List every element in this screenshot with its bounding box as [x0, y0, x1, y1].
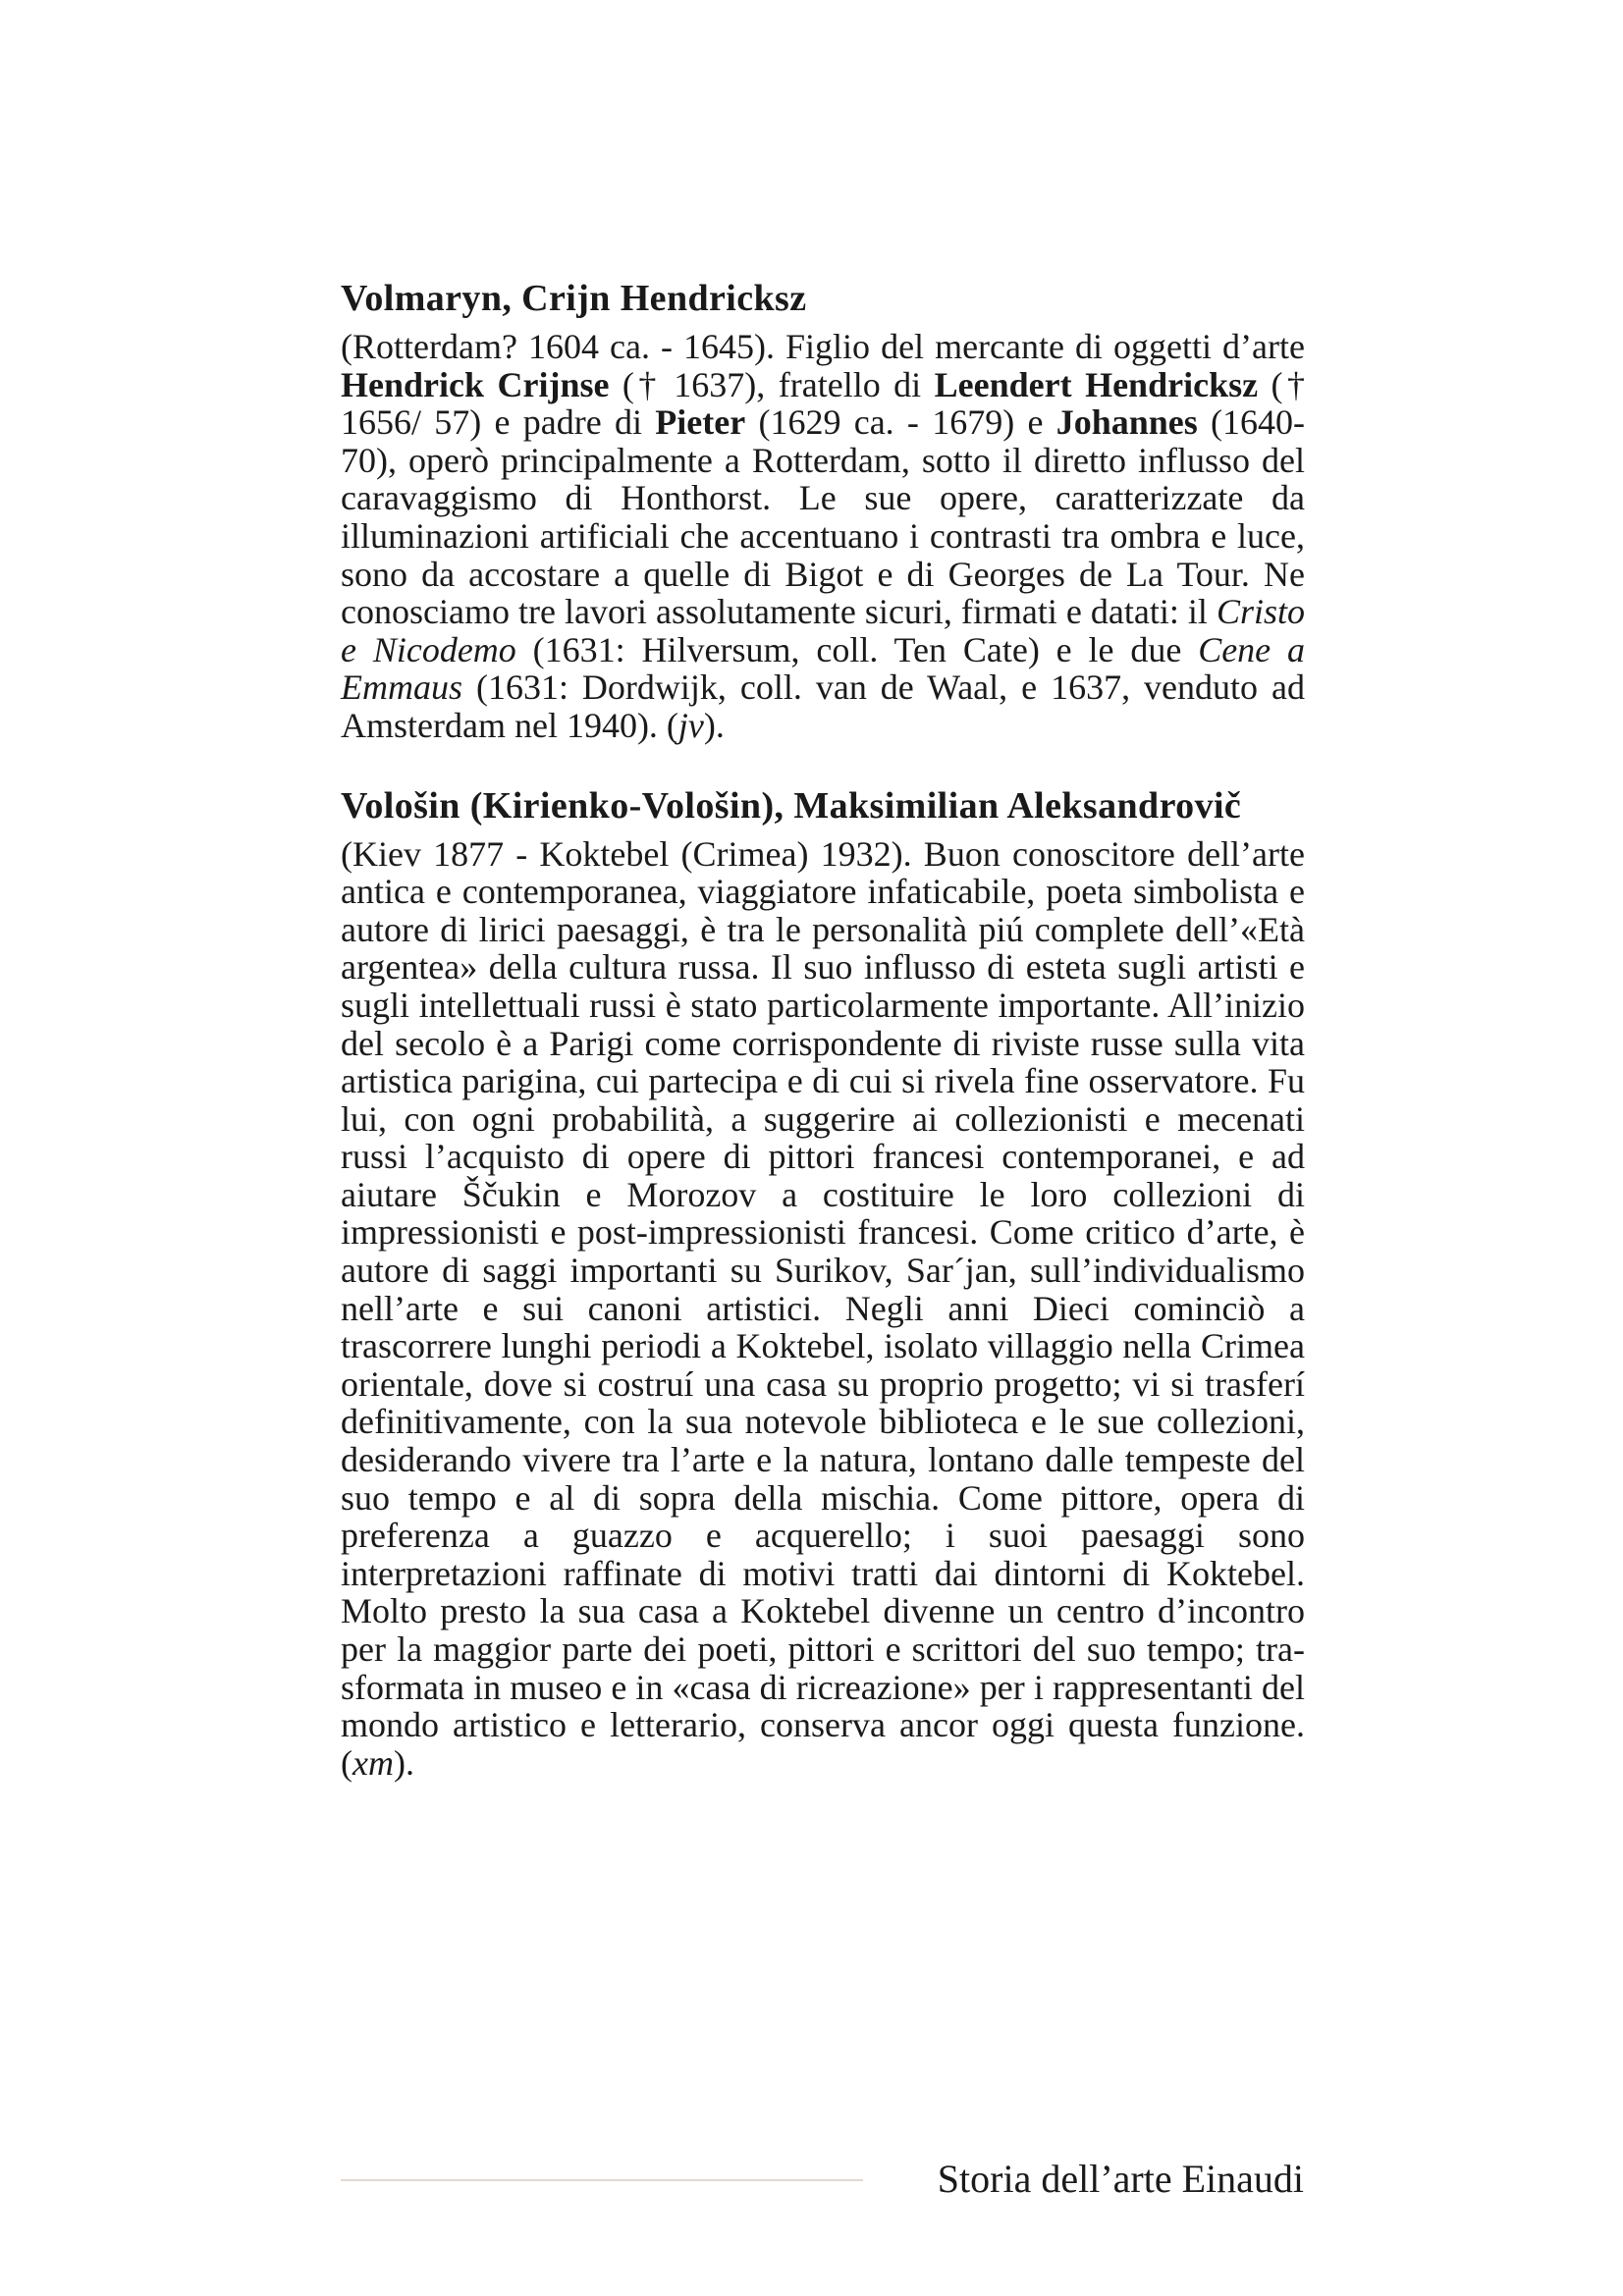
entry-volosin — [341, 784, 1305, 1783]
text-run: († 1656/ 57) e padre di — [341, 364, 1306, 443]
text-run: (Rotterdam? 1604 ca. - 1645). Figlio del mercante di oggetti d’arte — [341, 327, 1305, 366]
italic-title: xm — [352, 1742, 394, 1783]
text-run: ). — [393, 1742, 414, 1783]
text-run: (1631: Dordwijk, coll. van de Waal, e 1637, venduto ad Amsterdam nel 1940). ( — [341, 667, 1305, 745]
italic-title: Cene a Emmaus — [341, 629, 1306, 708]
bold-name: Leendert Hendricksz — [934, 364, 1259, 404]
text-run: (1640-70), operò principalmente a Rotterdam, sotto il diretto influsso del caravaggismo di Honthorst. Le sue opere, caratterizzate da illuminazioni artificiali che accentuano i contrasti tra ombra e luce, sono da accostare a quelle di Bigot e di Georges de La Tour. Ne conosciamo tre lavori assolutamente sicuri, firmati e datati: il — [341, 402, 1306, 632]
text-run: (Kiev 1877 - Koktebel (Crimea) 1932). Buon conoscitore dell’arte antica e contemporanea, viaggiatore infaticabile, poeta simbolista e autore di lirici paesaggi, è tra le personalità piú complete dell’«Età argentea» della cultura russa. Il suo influsso di esteta sugli artisti e sugli intellettuali russi è stato particolarmente importante. All’inizio del secolo è a Parigi come corrispondente di riviste russe sulla vita artistica parigina, cui partecipa e di cui si rivela fine osservatore. Fu lui, con ogni probabilità, a suggerire ai collezionisti e mecenati russi l’acquisto di opere di pittori francesi contemporanei, e ad aiutare Ščukin e Morozov a costituire le loro collezioni di impressionisti e post-impressionisti francesi. Come critico d’arte, è autore di saggi importanti su Surikov, Sar´jan, sull’individualismo nell’arte e sui canoni artistici. Negli anni Dieci cominciò a trascorrere lunghi periodi a Koktebel, isolato villaggio nella Crimea orientale, dove si costruí una casa su proprio progetto; vi si trasferí definitivamente, con la sua notevole biblioteca e le sue collezioni, desiderando vivere tra l’arte e la natura, lontano dalle tempeste del suo tempo e al di sopra della mischia. Come pittore, opera di preferenza a guazzo e acquerello; i suoi paesaggi sono interpretazioni raffinate di motivi tratti dai dintorni di Koktebel. Molto presto la sua casa a Koktebel divenne un centro d’incontro per la maggior parte dei poeti, pittori e scrittori del suo tempo; trasformata in museo e in «casa di ricreazione» per i rappresentanti del mondo artistico e letterario, conserva ancor oggi questa funzione. ( — [341, 833, 1305, 1783]
footer-publisher: Storia dell’arte Einaudi — [937, 2157, 1304, 2201]
text-run: († 1637), fratello di — [609, 364, 935, 404]
bold-name: Johannes — [1055, 402, 1198, 443]
entry-title: Vološin (Kirienko-Vološin), Maksimilian Aleksandrovič — [341, 784, 1242, 827]
bold-name: Pieter — [655, 402, 746, 443]
entry-volmaryn — [341, 277, 1305, 745]
entry-text — [341, 328, 1305, 745]
italic-title: Cristo e Nicodemo — [341, 592, 1305, 669]
text-run: (1631: Hilversum, coll. Ten Cate) e le due — [515, 629, 1199, 669]
italic-title: jv — [677, 705, 704, 745]
text-run: ). — [703, 705, 725, 745]
entry-text — [341, 835, 1305, 1783]
entry-title: Volmaryn, Crijn Hendricksz — [341, 278, 807, 319]
bold-name: Hendrick Crijnse — [341, 364, 610, 404]
footer-rule — [341, 2179, 863, 2181]
page-body — [341, 277, 1305, 1782]
text-run: (1629 ca. - 1679) e — [745, 402, 1056, 443]
